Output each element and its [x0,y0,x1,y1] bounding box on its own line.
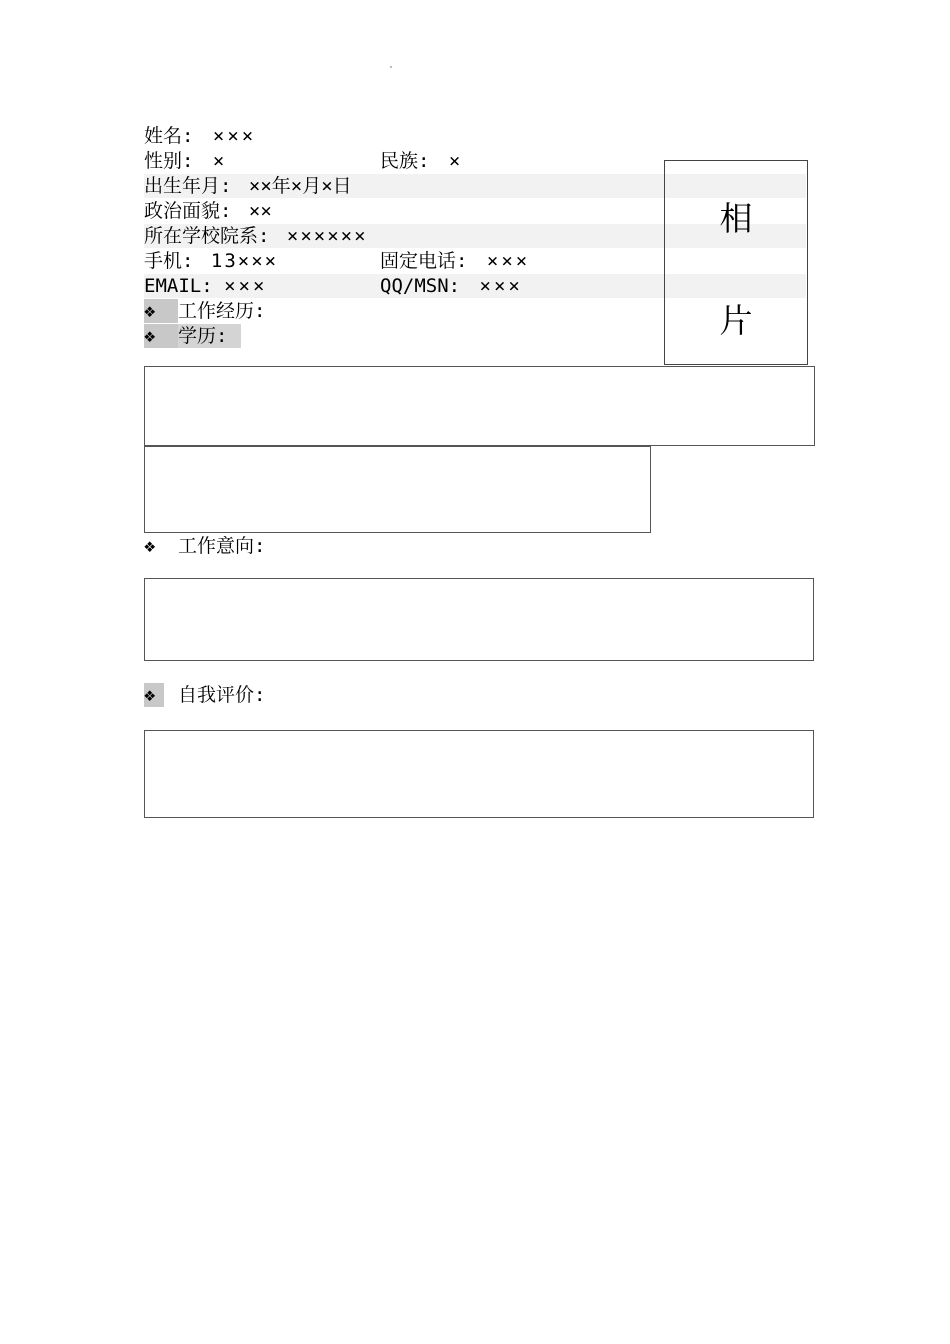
school-label: 所在学校院系: [144,225,270,247]
school-row [144,224,368,248]
phone-label: 固定电话: [380,250,468,272]
education-heading: 学历: [178,324,241,348]
job-intention-heading: 工作意向: [178,535,266,557]
diamond-bullet-icon: ❖ [144,683,164,707]
mobile-row [144,249,278,273]
gender-row [144,149,224,173]
birth-row [144,174,352,198]
ethnicity-value: × [448,150,461,172]
email-label: EMAIL: [144,275,213,297]
job-intention-box[interactable] [144,578,814,661]
email-row [144,274,267,298]
birth-label: 出生年月: [144,175,232,197]
work-experience-heading: 工作经历: [178,300,266,322]
diamond-bullet-icon: ❖ [144,535,156,557]
school-value: ×××××× [286,225,368,247]
work-experience-box[interactable] [144,366,815,446]
self-evaluation-heading: 自我评价: [178,684,266,706]
photo-char-xiang: 相 [719,199,753,238]
phone-row [380,249,530,273]
politics-value: ×× [248,200,272,222]
qq-row [380,274,523,298]
gender-value: × [212,150,225,172]
mobile-value: 13××× [210,250,279,272]
photo-char-pian: 片 [719,301,753,340]
qq-value: ××× [479,275,523,297]
politics-label: 政治面貌: [144,200,232,222]
education-box[interactable] [144,446,651,533]
politics-row [144,199,272,223]
ethnicity-row [380,149,460,173]
mobile-label: 手机: [144,250,194,272]
stray-mark [390,66,392,68]
ethnicity-label: 民族: [380,150,430,172]
phone-value: ××× [486,250,531,272]
name-label: 姓名: [144,125,194,147]
birth-value: ××年×月×日 [248,175,352,197]
qq-label: QQ/MSN: [380,275,461,297]
name-row [144,124,256,148]
self-evaluation-box[interactable] [144,730,814,818]
photo-placeholder [664,160,808,365]
name-value: ××× [212,125,257,147]
diamond-bullet-icon: ❖ [144,299,178,323]
gender-label: 性别: [144,150,194,172]
email-value: ××× [224,275,268,297]
diamond-bullet-icon: ❖ [144,324,178,348]
